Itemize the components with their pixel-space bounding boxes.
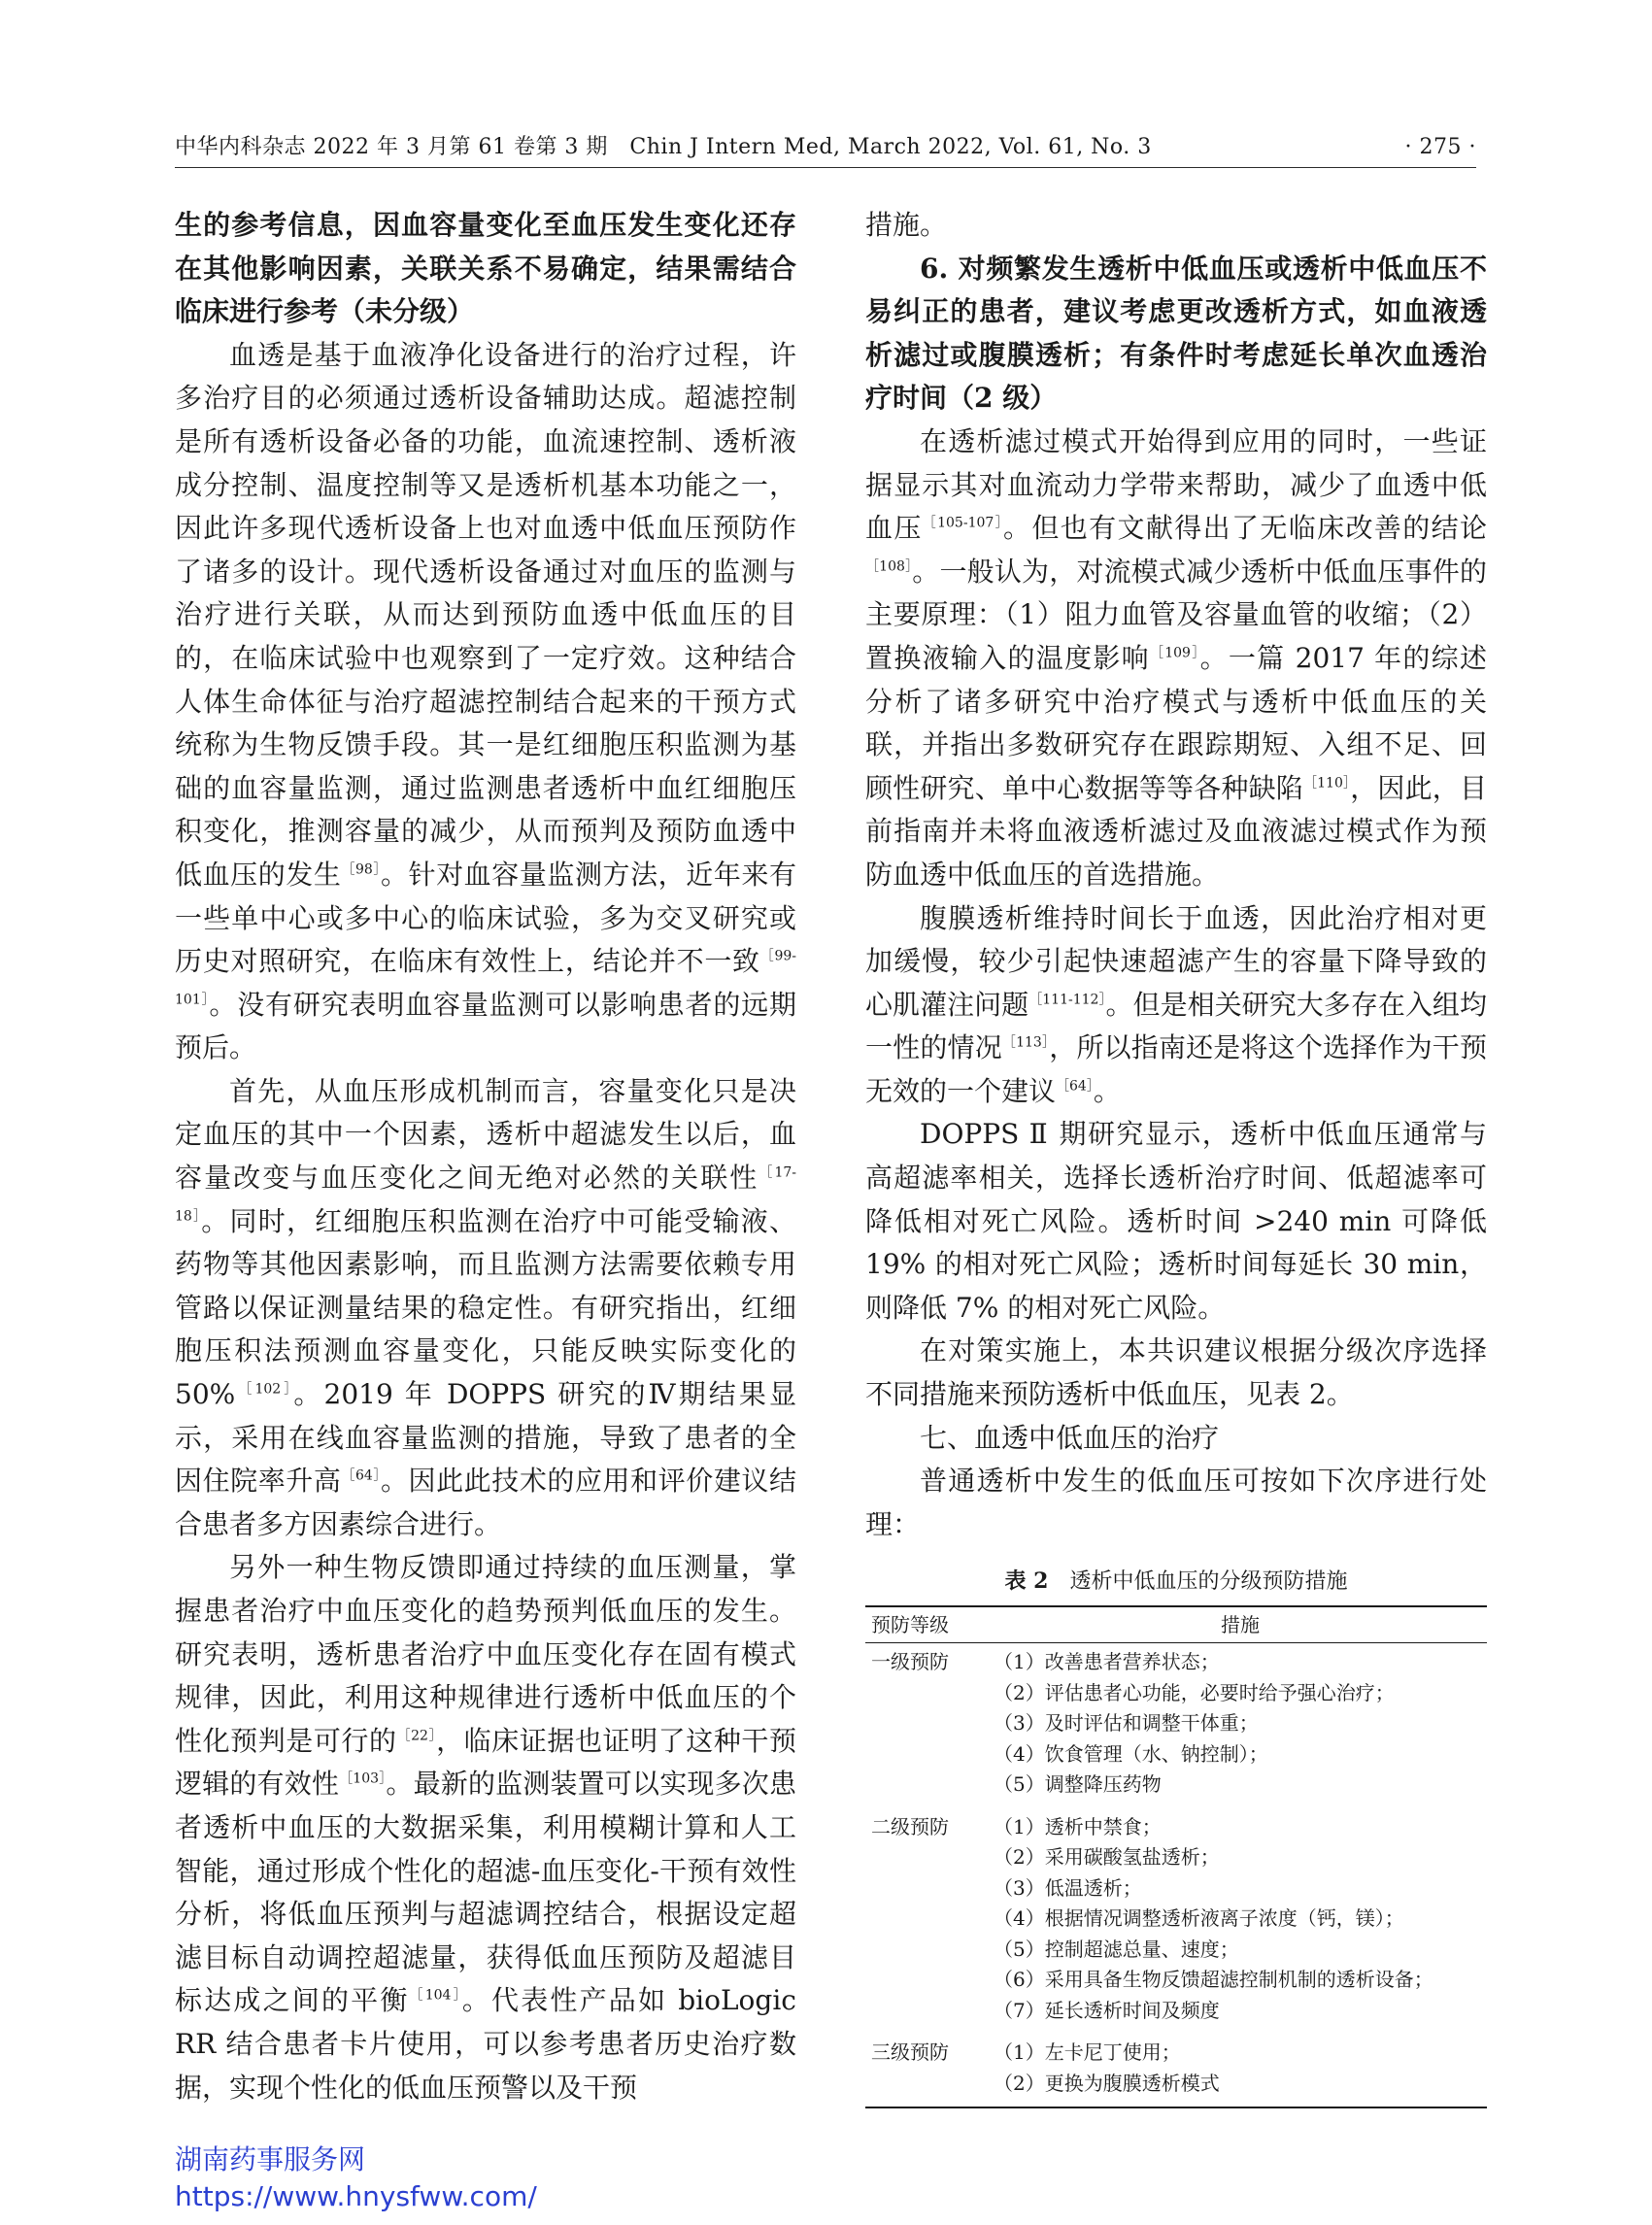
- paragraph: [865, 248, 1487, 421]
- citation-ref: ［109］: [1149, 645, 1200, 661]
- paragraph-text: ，临床证据也证明了这种干预逻辑的有效性: [175, 1724, 796, 1801]
- measure-item: （1）改善患者营养状态；: [994, 1650, 1220, 1674]
- table-row: [865, 2034, 1487, 2107]
- citation-ref: ［64］: [341, 1467, 381, 1484]
- table-number: 表 2: [1004, 1568, 1049, 1595]
- measure-list: [988, 1808, 1487, 2035]
- paragraph-text: DOPPS Ⅱ 期研究显示，透析中低血压通常与高超滤率相关，选择长透析治疗时间、低超滤率可降低相对死亡风险。透析时间 >240 min 可降低 19% 的相对死亡风险；透析时间每延长 30 min，则降低 7% 的相对死亡风险。: [865, 1118, 1487, 1324]
- table-header-row: [865, 1606, 1487, 1643]
- citation-ref: ［99-101］: [175, 948, 796, 1008]
- paragraph-text: 首先，从血压形成机制而言，容量变化只是决定血压的其中一个因素，透析中超滤发生以后，血容量改变与血压变化之间无绝对必然的关联性: [175, 1074, 796, 1195]
- citation-ref: ［113］: [1001, 1034, 1050, 1051]
- table-2: [865, 1566, 1487, 2108]
- paragraph-text: 在对策实施上，本共识建议根据分级次序选择不同措施来预防透析中低血压，见表 2。: [865, 1334, 1487, 1411]
- citation-ref: ［102］: [235, 1381, 294, 1398]
- left-column: [175, 204, 796, 2109]
- table-row: [865, 1643, 1487, 1808]
- measure-list: [988, 2034, 1487, 2107]
- watermark-url[interactable]: https://www.hnysfww.com/: [175, 2180, 537, 2212]
- citation-ref: ［103］: [339, 1771, 387, 1788]
- table-caption: [865, 1566, 1487, 1598]
- prevention-level: 三级预防: [865, 2034, 988, 2107]
- paragraph-text: 措施。: [865, 209, 948, 241]
- measure-item: （4）饮食管理（水、钠控制）；: [994, 1741, 1268, 1766]
- prevention-level: 二级预防: [871, 1814, 949, 1838]
- paragraph-text: 。一篇 2017 年的综述分析了诸多研究中治疗模式与透析中低血压的关联，并指出多数研究存在跟踪期短、入组不足、回顾性研究、单中心数据等等各种缺陷: [865, 641, 1487, 804]
- citation-ref: ［108］: [865, 558, 913, 575]
- measure-item: （7）延长透析时间及频度: [994, 1998, 1220, 2022]
- right-column-paragraphs: [865, 204, 1487, 1546]
- measure-item: （1）左卡尼丁使用；: [994, 2040, 1181, 2065]
- paragraph-text: 七、血透中低血压的治疗: [920, 1421, 1220, 1454]
- paragraph: [865, 1330, 1487, 1416]
- running-header: [175, 130, 1476, 165]
- paragraph-text: 。代表性产品如 bioLogic RR 结合患者卡片使用，可以参考患者历史治疗数据，实现个性化的低血压预警以及干预: [175, 1984, 796, 2104]
- paragraph: [175, 1546, 796, 2109]
- citation-ref: ［22］: [396, 1728, 437, 1744]
- paragraph-text: 普通透析中发生的低血压可按如下次序进行处理：: [865, 1465, 1487, 1540]
- header-divider: [175, 167, 1476, 168]
- table-title: 透析中低血压的分级预防措施: [1069, 1569, 1348, 1595]
- paragraph: [865, 1113, 1487, 1330]
- paragraph: [865, 1417, 1487, 1461]
- measure-item: （1）透析中禁食；: [994, 1814, 1162, 1838]
- measure-item: （4）根据情况调整透析液离子浓度（钙，镁）；: [994, 1906, 1404, 1931]
- table-header-level: 预防等级: [865, 1606, 988, 1643]
- paragraph-text: 。2019 年 DOPPS 研究的Ⅳ期结果显示，采用在线血容量监测的措施，导致了患者的全因住院率升高: [175, 1378, 796, 1498]
- measure-item: （5）控制超滤总量、速度；: [994, 1937, 1239, 1961]
- citation-ref: ［98］: [341, 861, 381, 878]
- citation-ref: ［105-107］: [922, 515, 1004, 531]
- paragraph: [175, 334, 796, 1070]
- paragraph: [865, 897, 1487, 1114]
- paragraph: [175, 204, 796, 334]
- paragraph-text: 。一般认为，对流模式减少透析中低血压事件的主要原理：（1）阻力血管及容量血管的收缩；（2）置换液输入的温度影响: [865, 555, 1487, 674]
- paragraph-text: 在透析滤过模式开始得到应用的同时，一些证据显示其对血流动力学带来帮助，减少了血透中低血压: [865, 424, 1487, 545]
- paragraph-text: ，所以指南还是将这个选择作为干预无效的一个建议: [865, 1031, 1487, 1107]
- measure-item: （3）及时评估和调整干体重；: [994, 1711, 1259, 1736]
- measure-item: （2）更换为腹膜透析模式: [994, 2071, 1220, 2095]
- paragraph: [175, 1070, 796, 1547]
- paragraph-text: 。因此此技术的应用和评价建议结合患者多方因素综合进行。: [175, 1465, 796, 1540]
- paragraph-text: 。最新的监测装置可以实现多次患者透析中血压的大数据采集，利用模糊计算和人工智能，通过形成个性化的超滤-血压变化-干预有效性分析，将低血压预判与超滤调控结合，根据设定超滤目标自动调控超滤量，获得低血压预防及超滤目标达成之间的平衡: [175, 1768, 796, 2017]
- watermark: [175, 2141, 537, 2215]
- citation-ref: ［64］: [1056, 1078, 1094, 1095]
- citation-ref: ［17-18］: [175, 1164, 796, 1225]
- prevention-level: 一级预防: [871, 1650, 949, 1674]
- citation-ref: ［104］: [409, 1988, 462, 2005]
- paragraph-text: 。但是相关研究大多存在入组均一性的情况: [865, 988, 1487, 1064]
- citation-ref: ［111-112］: [1028, 992, 1106, 1008]
- paragraph-text: 。没有研究表明血容量监测可以影响患者的远期预后。: [175, 988, 796, 1064]
- measure-item: （6）采用具备生物反馈超滤控制机制的透析设备；: [994, 1968, 1433, 1992]
- watermark-site-name: 湖南药事服务网: [175, 2143, 366, 2175]
- paragraph-text: ，因此，目前指南并未将血液透析滤过及血液滤过模式作为预防血透中低血压的首选措施。: [865, 771, 1487, 891]
- paragraph-text: 生的参考信息，因血容量变化至血压发生变化还存在其他影响因素，关联关系不易确定，结果需结合临床进行参考（未分级）: [175, 209, 796, 328]
- page-number: · 275 ·: [1404, 135, 1476, 159]
- measure-item: （5）调整降压药物: [994, 1772, 1162, 1797]
- measure-item: （2）评估患者心功能，必要时给予强心治疗；: [994, 1680, 1395, 1704]
- paragraph: [865, 421, 1487, 897]
- table-row: [865, 1808, 1487, 2035]
- prevention-table: [865, 1605, 1487, 2108]
- journal-citation: 中华内科杂志 2022 年 3 月第 61 卷第 3 期 Chin J Intern Med, March 2022, Vol. 61, No. 3: [175, 135, 1152, 159]
- paragraph-text: 。: [1093, 1074, 1121, 1107]
- paragraph-text: 血透是基于血液净化设备进行的治疗过程，许多治疗目的必须通过透析设备辅助达成。超滤控制是所有透析设备必备的功能，血流速控制、透析液成分控制、温度控制等又是透析机基本功能之一，因此许多现代透析设备上也对血透中低血压预防作了诸多的设计。现代透析设备通过对血压的监测与治疗进行关联，从而达到预防血透中低血压的目的，在临床试验中也观察到了一定疗效。这种结合人体生命体征与治疗超滤控制结合起来的干预方式统称为生物反馈手段。其一是红细胞压积监测为基础的血容量监测，通过监测患者透析中血红细胞压积变化，推测容量的减少，从而预判及预防血透中低血压的发生: [175, 338, 796, 891]
- paragraph-text: 。针对血容量监测方法，近年来有一些单中心或多中心的临床试验，多为交叉研究或历史对照研究，在临床有效性上，结论并不一致: [175, 858, 796, 978]
- paragraph: [865, 1460, 1487, 1546]
- right-column: [865, 204, 1487, 2108]
- paragraph-text: 腹膜透析维持时间长于血透，因此治疗相对更加缓慢，较少引起快速超滤产生的容量下降导致的心肌灌注问题: [865, 901, 1487, 1021]
- paragraph-text: 。同时，红细胞压积监测在治疗中可能受输液、药物等其他因素影响，而且监测方法需要依赖专用管路以保证测量结果的稳定性。有研究指出，红细胞压积法预测血容量变化，只能反映实际变化的 50%: [175, 1204, 796, 1411]
- paragraph-text: 。但也有文献得出了无临床改善的结论: [1003, 512, 1487, 545]
- paragraph-text: 6. 对频繁发生透析中低血压或透析中低血压不易纠正的患者，建议考虑更改透析方式，如血液透析滤过或腹膜透析；有条件时考虑延长单次血透治疗时间（2 级）: [865, 252, 1487, 415]
- table-header-measures: 措施: [988, 1606, 1487, 1643]
- paragraph-text: 另外一种生物反馈即通过持续的血压测量，掌握患者治疗中血压变化的趋势预判低血压的发生。研究表明，透析患者治疗中血压变化存在固有模式规律，因此，利用这种规律进行透析中低血压的个性化预判是可行的: [175, 1551, 796, 1757]
- measure-item: （2）采用碳酸氢盐透析；: [994, 1845, 1220, 1870]
- measure-item: （3）低温透析；: [994, 1875, 1142, 1900]
- paragraph: [865, 204, 1487, 248]
- measure-list: [988, 1643, 1487, 1808]
- citation-ref: ［110］: [1302, 775, 1351, 792]
